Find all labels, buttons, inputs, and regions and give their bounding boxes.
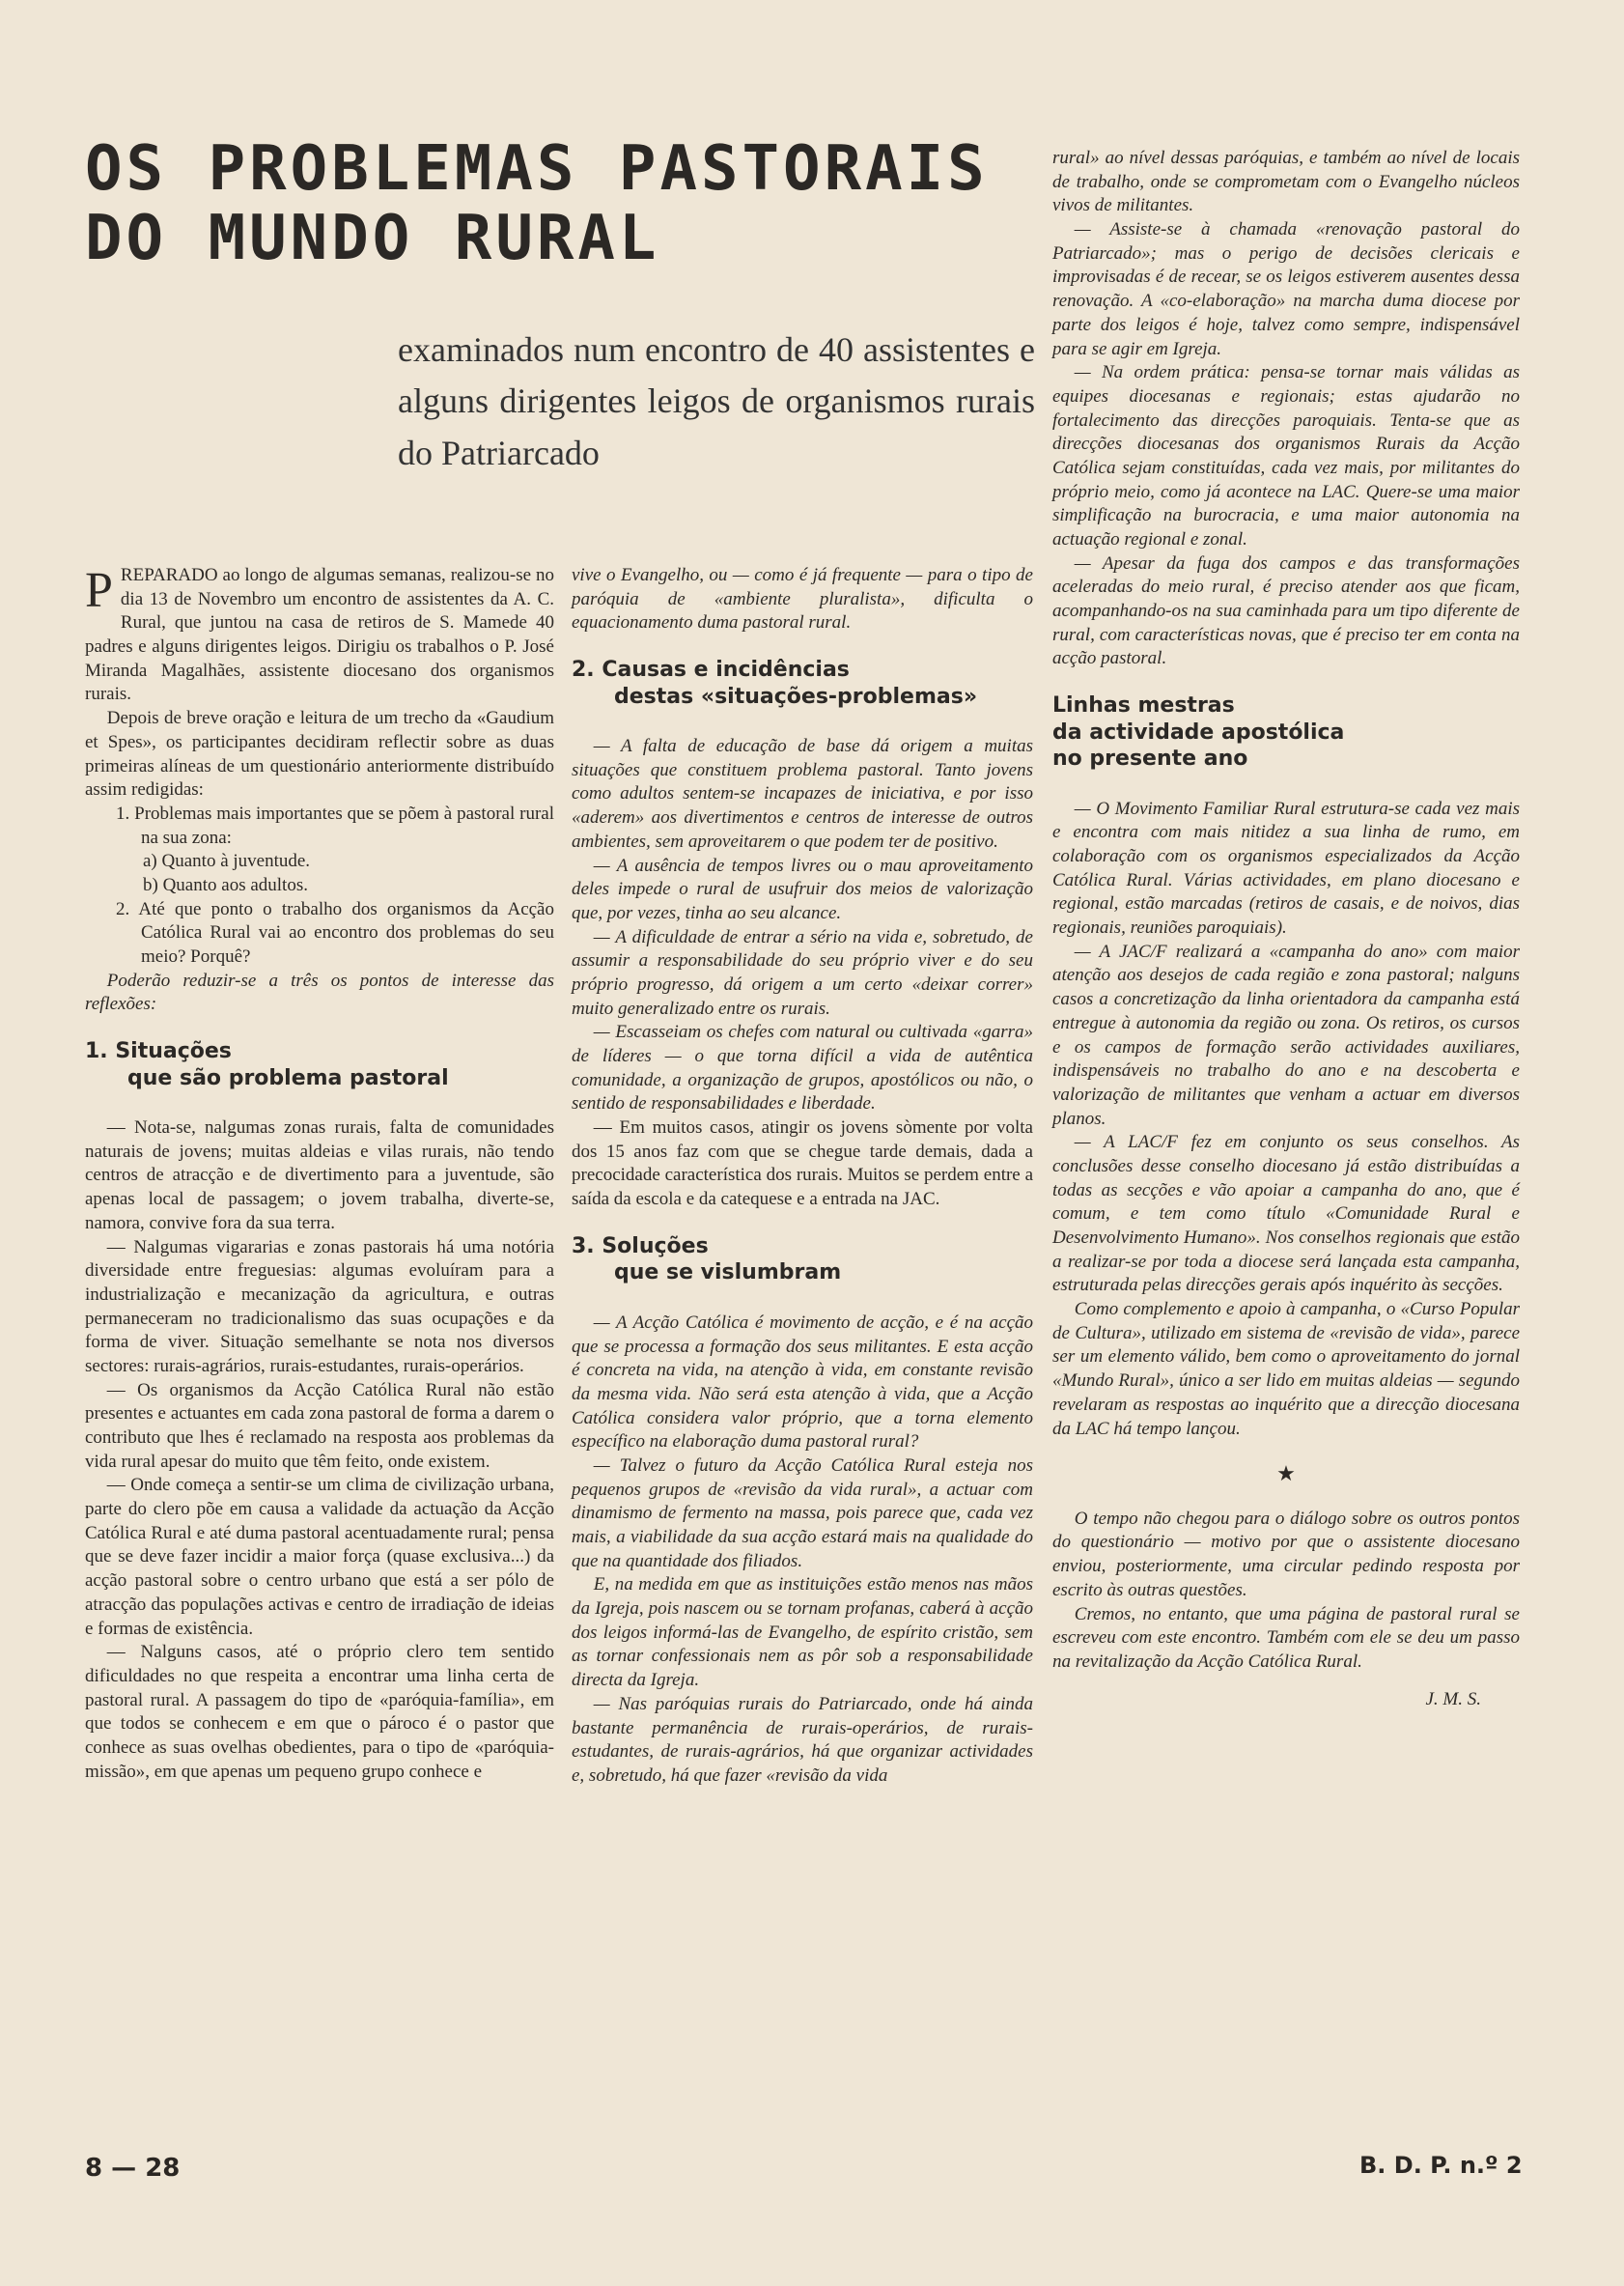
paragraph: — Em muitos casos, atingir os jovens sòmente por volta dos 15 anos faz com que se chegue tarde demais, dada a precocidade característica dos rurais. Muitos se perdem entre a saída da escola e da catequese e a entrada na JAC. bbox=[572, 1117, 1033, 1210]
paragraph: vive o Evangelho, ou — como é já frequente — para o tipo de paróquia de «ambiente pluralista», dificulta o equacionamento duma pastoral rural. bbox=[572, 565, 1033, 634]
section-heading-4: Linhas mestras da actividade apostólica no presente ano bbox=[1052, 693, 1345, 772]
paragraph: Depois de breve oração e leitura de um trecho da «Gaudium et Spes», os participantes decidiram reflectir sobre as duas primeiras alíneas de um questionário anteriormente distribuído assim redigidas: bbox=[85, 708, 554, 801]
paragraph: — Na ordem prática: pensa-se tornar mais válidas as equipes diocesanas e regionais; estas ajudarão no fortalecimento das direcções paroquiais. Tenta-se que as direcções diocesanas dos organismos Rurais da Acção Católica sejam constituídas, cada vez mais, por militantes do próprio meio, como já acontece na LAC. Quere-se uma maior simplificação na burocracia, e uma maior autonomia na actuação regional e zonal. bbox=[1052, 362, 1520, 550]
column-1 bbox=[85, 564, 554, 1784]
intro-paragraph: PREPARADO ao longo de algumas semanas, realizou-se no dia 13 de Novembro um encontro de assistentes da A. C. Rural, que juntou na casa de retiros de S. Mamede 40 padres e alguns dirigentes leigos. Dirigiu os trabalhos o P. José Miranda Magalhães, assistente diocesano dos organismos rurais. bbox=[85, 563, 554, 705]
star-separator-icon: ★ bbox=[1276, 1461, 1296, 1486]
paragraph: — A JAC/F realizará a «campanha do ano» com maior atenção aos desejos de cada região e zona pastoral; nalguns casos a concretização da linha orientadora da campanha está entregue à autonomia da região ou zona. Os retiros, os cursos e os campos de formação serão actividades auxiliares, indispensáveis no trabalho do ano e na descoberta e valorização de militantes que venham a actuar em diversos planos. bbox=[1052, 941, 1520, 1129]
questionnaire-list bbox=[85, 803, 554, 970]
paragraph: — Escasseiam os chefes com natural ou cultivada «garra» de líderes — o que torna difícil a vida de autêntica comunidade, a organização de grupos, apostólicos ou não, o sentido de responsabilidades e liberdade. bbox=[572, 1022, 1033, 1115]
list-item: a) Quanto à juventude. bbox=[143, 851, 311, 872]
article-title: OS PROBLEMAS PASTORAIS DO MUNDO RURAL bbox=[85, 133, 989, 274]
paragraph: — A falta de educação de base dá origem a muitas situações que constituem problema pastoral. Tanto jovens como adultos sentem-se incapazes de iniciativa, e por isso «aderem» aos divertimentos e centros de interesse de outros ambientes, sem aproveitarem o que podem ter de positivo. bbox=[572, 736, 1033, 852]
drop-cap: P bbox=[85, 563, 113, 618]
page-number: 8 — 28 bbox=[85, 2154, 181, 2183]
column-3 bbox=[1052, 147, 1520, 1711]
list-item: 2. Até que ponto o trabalho dos organismos da Acção Católica Rural vai ao encontro dos problemas do seu meio? Porquê? bbox=[116, 898, 554, 967]
paragraph: Como complemento e apoio à campanha, o «Curso Popular de Cultura», utilizado em sistema de «revisão de vida», parece ser um elemento válido, bem como o aproveitamento do jornal «Mundo Rural», único a ser lido em muitas aldeias — segundo revelaram as respostas ao inquérito que a direcção diocesana da LAC há tempo lançou. bbox=[1052, 1299, 1520, 1439]
column-2 bbox=[572, 564, 1033, 1789]
article-subtitle: examinados num encontro de 40 assistentes e alguns dirigentes leigos de organismos rurais do Patriarcado bbox=[398, 330, 1035, 472]
list-item: b) Quanto aos adultos. bbox=[143, 874, 308, 895]
section-heading-3: 3. Soluções que se vislumbram bbox=[572, 1233, 842, 1285]
section-heading-2: 2. Causas e incidências destas «situações-problemas» bbox=[572, 658, 978, 709]
paragraph: Poderão reduzir-se a três os pontos de interesse das reflexões: bbox=[85, 970, 554, 1015]
paragraph: — Nota-se, nalgumas zonas rurais, falta de comunidades naturais de jovens; muitas aldeias e vilas rurais, não tendo centros de atracção e de divertimento para a juventude, são apenas local de passagem; o jovem trabalha, diverte-se, namora, convive fora da sua terra. bbox=[85, 1117, 554, 1233]
paragraph: E, na medida em que as instituições estão menos nas mãos da Igreja, pois nascem ou se tornam profanas, caberá à acção dos leigos informá-las de Evangelho, de espírito cristão, sem as tornar confessionais nem as pôr sob a responsabilidade directa da Igreja. bbox=[572, 1574, 1033, 1691]
paragraph: — A LAC/F fez em conjunto os seus conselhos. As conclusões desse conselho diocesano já estão distribuídas a todas as secções e vão apoiar a campanha do ano, que é comum, e tem como título «Comunidade Rural e Desenvolvimento Humano». Nos conselhos regionais que estão a realizar-se por toda a diocese será lançada esta campanha, estruturada pelas direcções gerais após inquérito às secções. bbox=[1052, 1132, 1520, 1296]
author-signature: J. M. S. bbox=[1425, 1688, 1481, 1709]
paragraph: — Nalguns casos, até o próprio clero tem sentido dificuldades no que respeita a encontrar uma linha certa de pastoral rural. A passagem do tipo de «paróquia-família», em que todos se conhecem e em que o pároco é o pastor que conhece as suas ovelhas obedientes, para o tipo de «paróquia-missão», em que apenas um pequeno grupo conhece e bbox=[85, 1642, 554, 1782]
list-item: 1. Problemas mais importantes que se põem à pastoral rural na sua zona: bbox=[116, 803, 554, 848]
paragraph: — Os organismos da Acção Católica Rural não estão presentes e actuantes em cada zona pastoral de forma a darem o contributo que lhes é reclamado na resposta aos problemas da vida rural apesar do muito que têm feito, onde existem. bbox=[85, 1379, 554, 1472]
paragraph: — Apesar da fuga dos campos e das transformações aceleradas do meio rural, é preciso atender aos que ficam, acompanhando-os na sua caminhada para um tipo diferente de rural, com características novas, que é preciso ter em conta na acção pastoral. bbox=[1052, 552, 1520, 669]
paragraph: rural» ao nível dessas paróquias, e também ao nível de locais de trabalho, onde se comprometam com o Evangelho núcleos vivos de militantes. bbox=[1052, 148, 1520, 216]
paragraph: — Nalgumas vigararias e zonas pastorais há uma notória diversidade entre freguesias: algumas evoluíram para a industrialização e mecanização da agricultura, e outras permaneceram no tradicionalismo das suas ocupações e da forma de viver. Situação semelhante se nota nos diversos sectores: rurais-agrários, rurais-estudantes, rurais-operários. bbox=[85, 1236, 554, 1376]
section-heading-1: 1. Situações que são problema pastoral bbox=[85, 1039, 449, 1090]
paragraph: Cremos, no entanto, que uma página de pastoral rural se escreveu com este encontro. Também com ele se deu um passo na revitalização da Acção Católica Rural. bbox=[1052, 1603, 1520, 1672]
paragraph: O tempo não chegou para o diálogo sobre os outros pontos do questionário — motivo por que o assistente diocesano enviou, posteriormente, uma circular pedindo resposta por escrito às outras questões. bbox=[1052, 1508, 1520, 1600]
paragraph: — Assiste-se à chamada «renovação pastoral do Patriarcado»; mas o perigo de decisões clericais e improvisadas é de recear, se os leigos estiverem ausentes dessa renovação. A «co-elaboração» na marcha duma diocese por parte dos leigos é hoje, talvez como sempre, indispensável para se agir em Igreja. bbox=[1052, 219, 1520, 359]
paragraph: — A Acção Católica é movimento de acção, e é na acção que se processa a formação dos seus militantes. E esta acção é concreta na vida, na atenção à vida, em constante revisão da mesma vida. Não será esta atenção à vida, que a Acção Católica considera valor próprio, que a torna elemento específico na elaboração duma pastoral rural? bbox=[572, 1312, 1033, 1453]
paragraph: — Nas paróquias rurais do Patriarcado, onde há ainda bastante permanência de rurais-operários, de rurais-estudantes, de rurais-agrários, há que organizar actividades e, sobretudo, há que fazer «revisão da vida bbox=[572, 1693, 1033, 1786]
paragraph: — O Movimento Familiar Rural estrutura-se cada vez mais e encontra com mais nitidez a sua linha de rumo, em colaboração com os organismos especializados da Acção Católica Rural. Várias actividades, em plano diocesano e regional, estão marcadas (retiros de casais, e de noivos, dias regionais, reuniões paroquiais). bbox=[1052, 798, 1520, 939]
paragraph: — Talvez o futuro da Acção Católica Rural esteja nos pequenos grupos de «revisão da vida rural», a actuar com dinamismo de fermento na massa, pois parece que, cada vez mais, a viabilidade da sua acção estará mais na qualidade do que na quantidade dos filiados. bbox=[572, 1454, 1033, 1571]
paragraph: — A dificuldade de entrar a sério na vida e, sobretudo, de assumir a responsabilidade do seu próprio viver e do seu próprio progresso, dá origem a um certo «deixar correr» muito generalizado entre os rurais. bbox=[572, 926, 1033, 1019]
publication-ref: B. D. P. n.º 2 bbox=[1359, 2152, 1523, 2179]
paragraph: — A ausência de tempos livres ou o mau aproveitamento deles impede o rural de usufruir dos meios de valorização que, por vezes, tinha ao seu alcance. bbox=[572, 855, 1033, 923]
paragraph: — Onde começa a sentir-se um clima de civilização urbana, parte do clero põe em causa a validade da actuação da Acção Católica Rural e até duma pastoral acentuadamente rural; pensa que se deve fazer incidir a maior força (quase exclusiva...) da acção pastoral sobre o centro urbano que está a ser pólo de atracção das populações activas e centro de irradiação de ideias e formas de existência. bbox=[85, 1475, 554, 1639]
